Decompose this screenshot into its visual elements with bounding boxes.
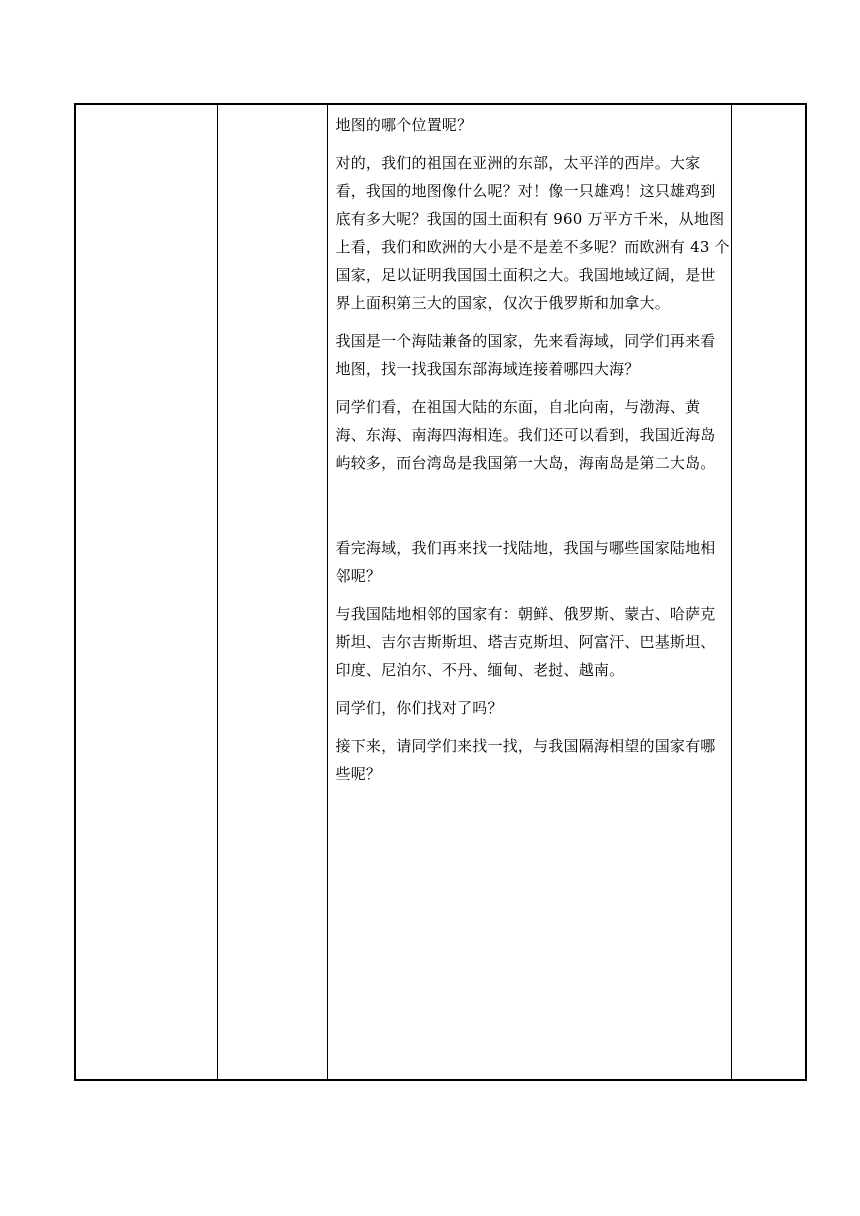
paragraph-5: 看完海域，我们再来找一找陆地，我国与哪些国家陆地相邻呢？ xyxy=(335,539,716,585)
paragraph-1: 地图的哪个位置呢？ xyxy=(335,116,473,134)
paragraph-3: 我国是一个海陆兼备的国家，先来看海域，同学们再来看地图，找一找我国东部海域连接着哪四大海？ xyxy=(335,332,716,378)
paragraph-8: 接下来，请同学们来找一找，与我国隔海相望的国家有哪些呢？ xyxy=(335,737,716,783)
table-cell-stage xyxy=(75,104,217,1080)
table-cell-notes xyxy=(731,104,806,1080)
table-cell-activity xyxy=(217,104,327,1080)
table-row xyxy=(75,104,806,1080)
lesson-table xyxy=(74,103,807,1081)
paragraph-2: 对的，我们的祖国在亚洲的东部，太平洋的西岸。大家看，我国的地图像什么呢？对！像一只雄鸡！这只雄鸡到底有多大呢？我国的国土面积有 960 万平方千米，从地图上看，我们和欧洲的大小是不是差不多呢？而欧洲有 43 个国家，足以证明我国国土面积之大。我国地域辽阔，是世界上面积第三大的国家，仅次于俄罗斯和加拿大。 xyxy=(335,154,730,312)
paragraph-4: 同学们看，在祖国大陆的东面，自北向南，与渤海、黄海、东海、南海四海相连。我们还可以看到，我国近海岛屿较多，而台湾岛是我国第一大岛，海南岛是第二大岛。 xyxy=(335,398,716,472)
paragraph-6: 与我国陆地相邻的国家有：朝鲜、俄罗斯、蒙古、哈萨克斯坦、吉尔吉斯斯坦、塔吉克斯坦、阿富汗、巴基斯坦、印度、尼泊尔、不丹、缅甸、老挝、越南。 xyxy=(335,605,716,679)
table-cell-content xyxy=(327,104,731,1080)
paragraph-7: 同学们，你们找对了吗？ xyxy=(335,699,503,717)
